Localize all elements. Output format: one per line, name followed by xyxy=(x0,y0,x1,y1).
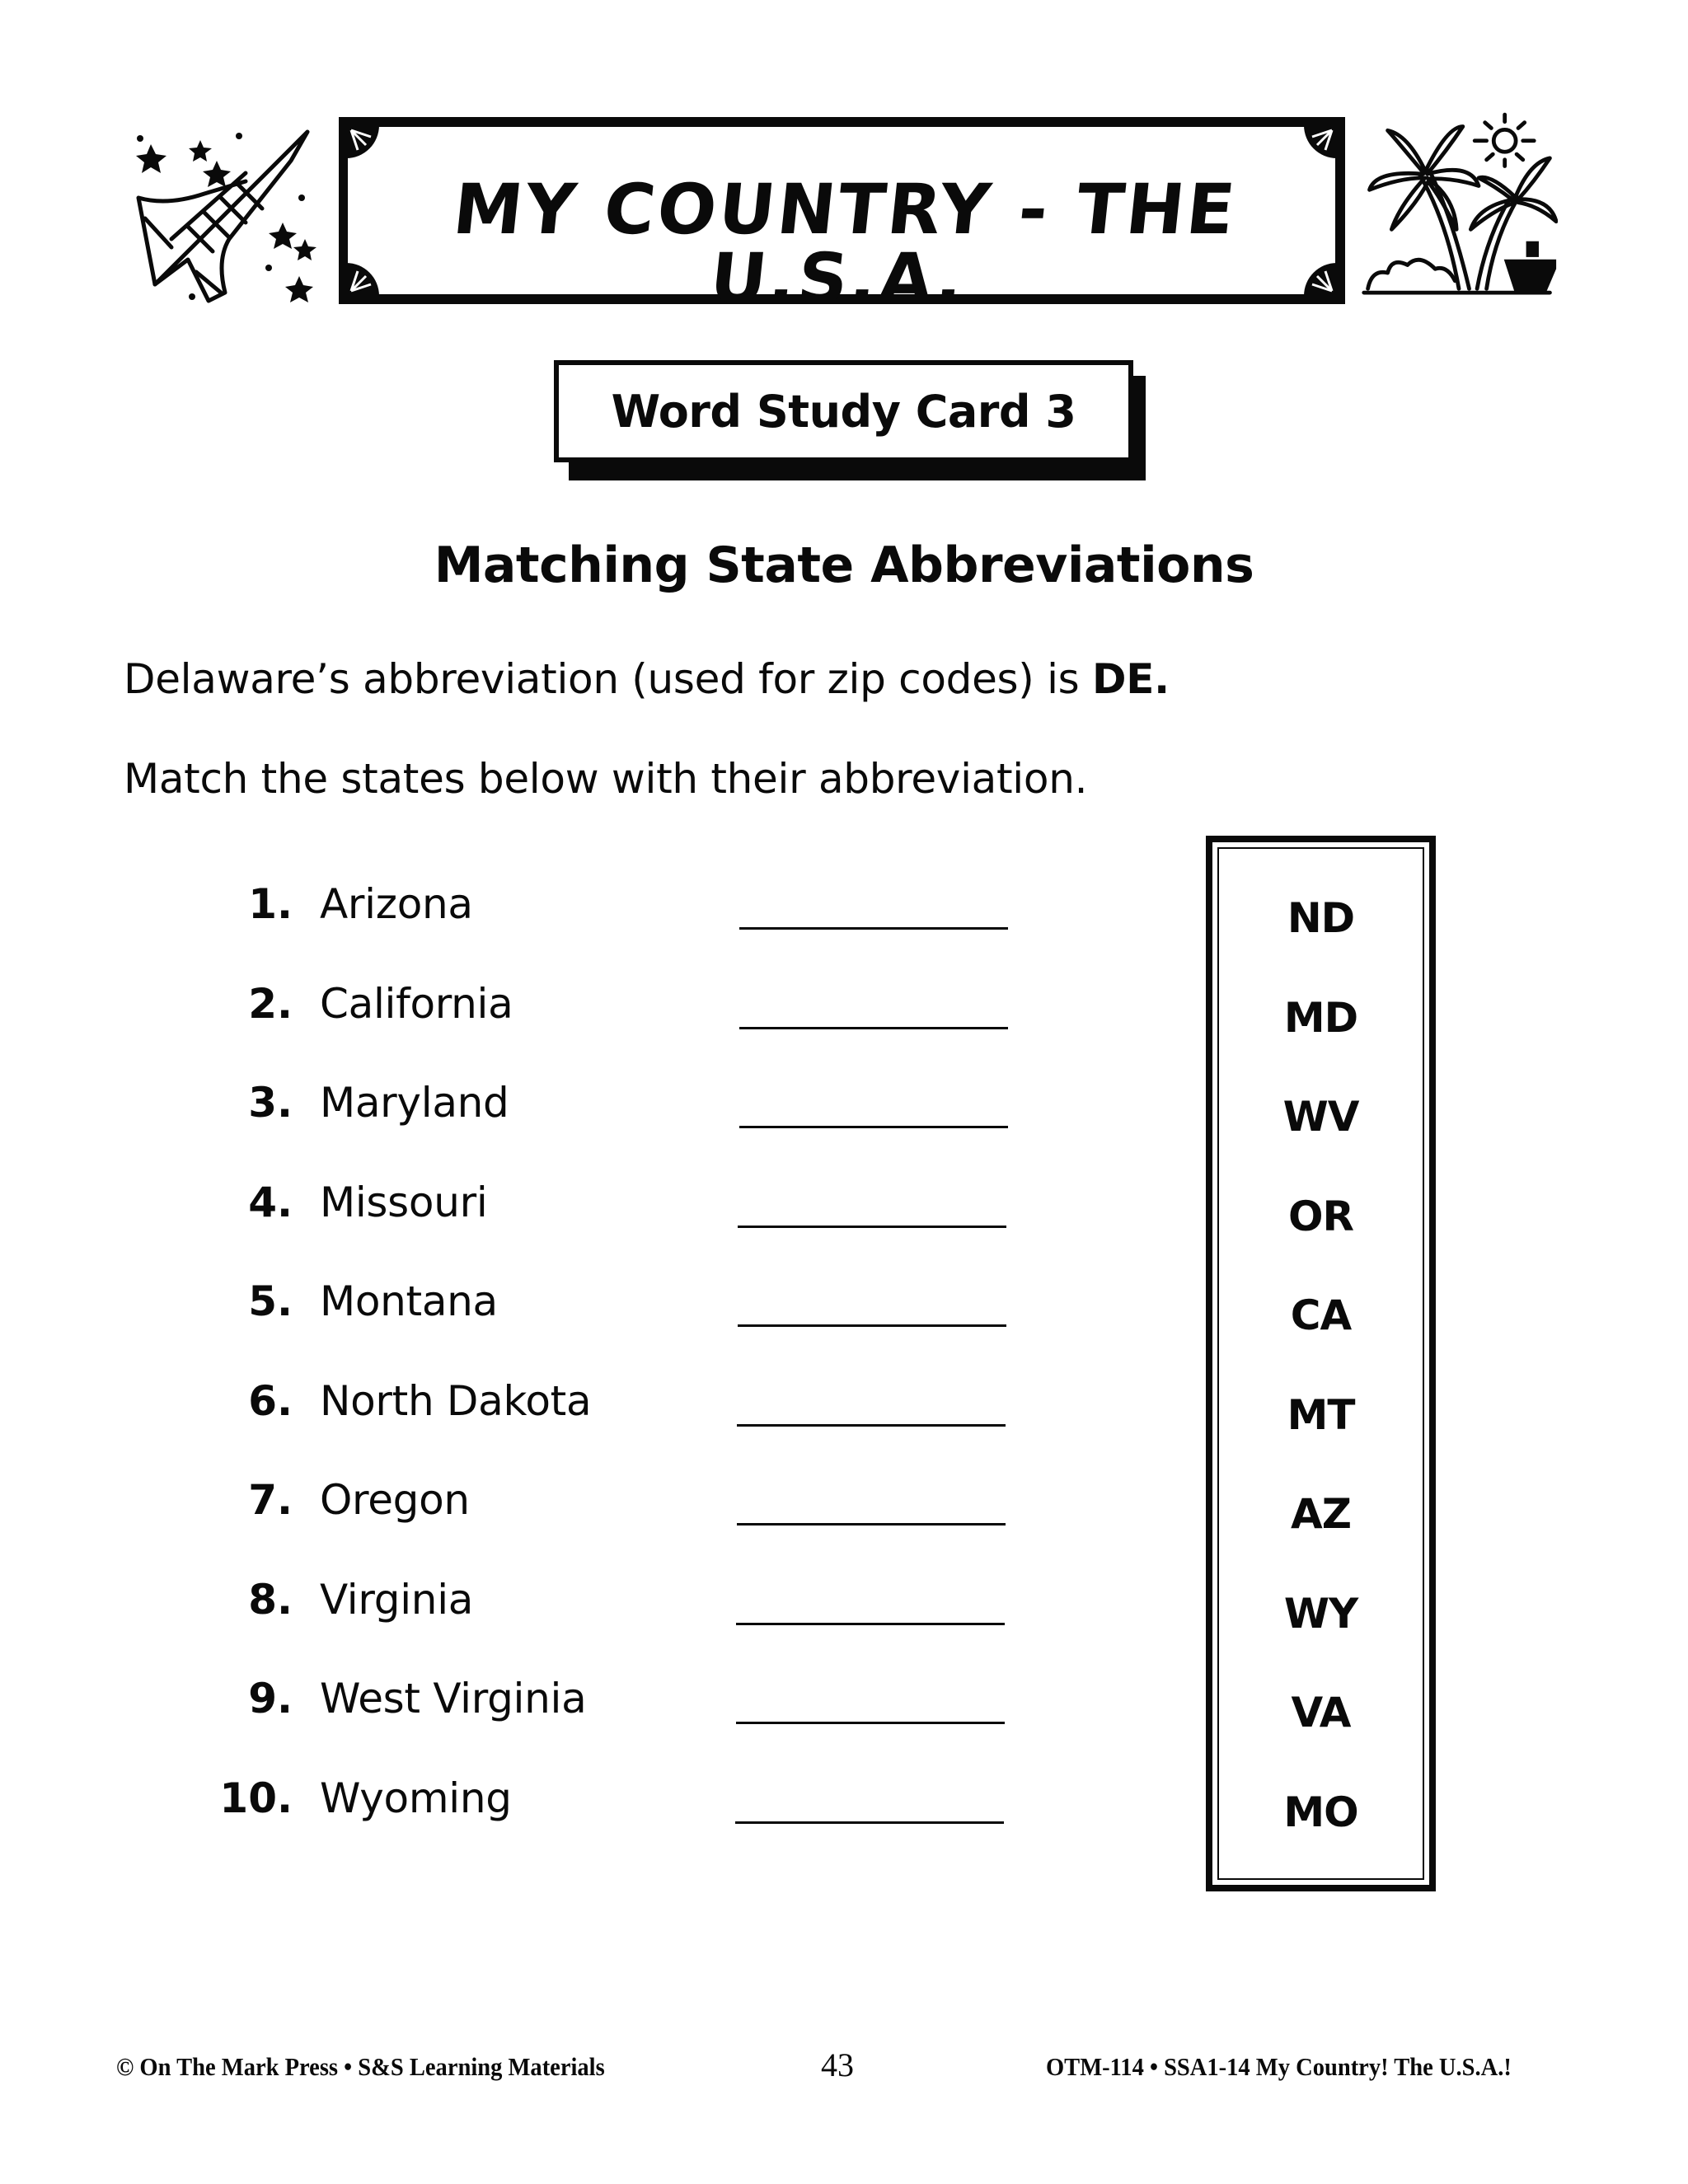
item-number: 7. xyxy=(248,1476,293,1524)
corner-ornament-icon xyxy=(346,125,384,163)
item-number: 9. xyxy=(248,1675,293,1722)
list-item xyxy=(0,958,1154,1028)
item-number: 2. xyxy=(248,980,293,1028)
abbreviation-item: MT xyxy=(1287,1391,1355,1439)
abbreviation-item: WY xyxy=(1283,1590,1358,1638)
section-title: Matching State Abbreviations xyxy=(434,537,1254,594)
abbreviation-box xyxy=(1206,836,1436,1891)
list-item xyxy=(0,1455,1154,1524)
answer-blank-4[interactable] xyxy=(738,1226,1006,1228)
page-number: 43 xyxy=(821,2046,854,2083)
abbreviation-item: MD xyxy=(1283,994,1358,1042)
list-item xyxy=(0,1256,1154,1325)
state-name: Wyoming xyxy=(320,1774,512,1822)
item-number: 6. xyxy=(248,1377,293,1425)
state-name: North Dakota xyxy=(320,1377,592,1425)
state-name: Missouri xyxy=(320,1179,488,1226)
answer-blank-1[interactable] xyxy=(739,927,1008,930)
item-number: 10. xyxy=(219,1774,293,1822)
space-shuttle-icon xyxy=(122,115,320,309)
list-item xyxy=(0,1753,1154,1822)
state-name: Montana xyxy=(320,1277,498,1325)
list-item xyxy=(0,1356,1154,1425)
list-item xyxy=(0,1057,1154,1127)
abbreviation-item: OR xyxy=(1287,1193,1353,1240)
answer-blank-5[interactable] xyxy=(738,1324,1006,1327)
card-label: Word Study Card 3 xyxy=(611,385,1076,438)
state-name: Virginia xyxy=(320,1576,474,1624)
item-number: 1. xyxy=(248,880,293,928)
abbreviation-item: VA xyxy=(1291,1689,1351,1736)
abbreviation-item: ND xyxy=(1287,894,1355,942)
state-name: Maryland xyxy=(320,1079,509,1127)
state-name: Arizona xyxy=(320,880,473,928)
list-item xyxy=(0,1554,1154,1624)
corner-ornament-icon xyxy=(1299,125,1337,163)
abbreviation-item: MO xyxy=(1283,1788,1358,1836)
page-title: MY COUNTRY - THE U.S.A. xyxy=(449,169,1241,319)
item-number: 5. xyxy=(248,1277,293,1325)
abbreviation-item: WV xyxy=(1282,1093,1359,1141)
answer-blank-8[interactable] xyxy=(736,1623,1005,1625)
answer-blank-2[interactable] xyxy=(739,1027,1008,1029)
answer-blank-6[interactable] xyxy=(737,1424,1006,1427)
palm-trees-icon xyxy=(1360,109,1558,302)
list-item xyxy=(0,1653,1154,1722)
title-banner xyxy=(339,117,1345,319)
answer-blank-3[interactable] xyxy=(739,1126,1008,1128)
state-name: West Virginia xyxy=(320,1675,587,1722)
instruction-bold-abbr: DE. xyxy=(1092,655,1170,703)
answer-blank-7[interactable] xyxy=(737,1523,1006,1526)
instruction-delaware xyxy=(124,655,1170,703)
list-item xyxy=(0,1157,1154,1226)
answer-blank-9[interactable] xyxy=(736,1722,1005,1724)
instruction-match: Match the states below with their abbreviation. xyxy=(124,755,1088,803)
state-name: California xyxy=(320,980,513,1028)
instruction-text: Delaware’s abbreviation (used for zip codes) is xyxy=(124,655,1093,703)
footer-product-code: OTM-114 • SSA1-14 My Country! The U.S.A.! xyxy=(1046,2052,1512,2081)
footer-copyright: © On The Mark Press • S&S Learning Materials xyxy=(116,2052,605,2081)
word-study-card xyxy=(554,360,1133,462)
item-number: 3. xyxy=(248,1079,293,1127)
item-number: 8. xyxy=(248,1576,293,1624)
abbreviation-item: AZ xyxy=(1291,1490,1351,1538)
abbreviation-item: CA xyxy=(1290,1291,1352,1339)
list-item xyxy=(0,859,1154,928)
state-name: Oregon xyxy=(320,1476,470,1524)
answer-blank-10[interactable] xyxy=(735,1821,1004,1824)
item-number: 4. xyxy=(248,1179,293,1226)
